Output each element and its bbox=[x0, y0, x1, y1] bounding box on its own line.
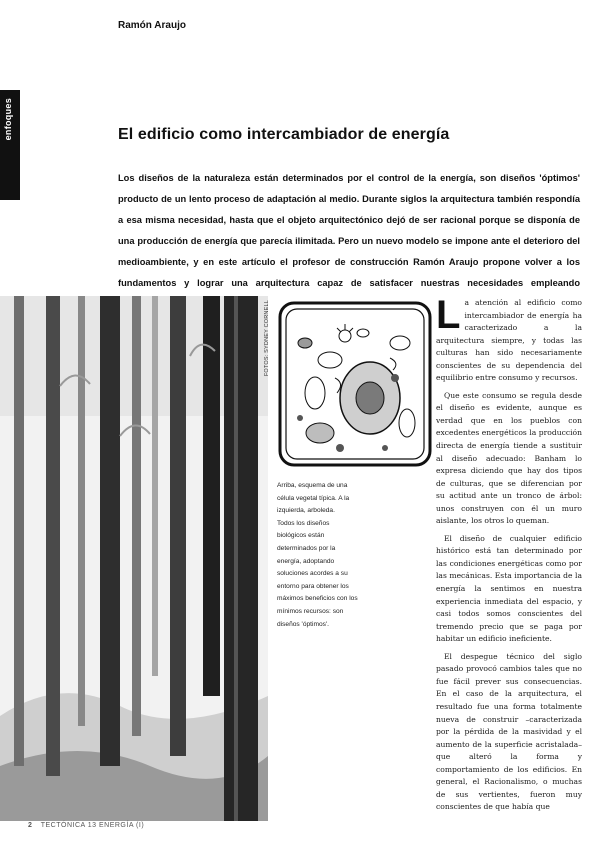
magazine-name: TECTÓNICA bbox=[40, 822, 86, 829]
body-paragraph: Que este consumo se regula desde el diseño es evidente, aunque es verdad que en los pueblos con excedentes energéticos la producción directa de energía tiende a sustituir al diseño adecuado: Banham lo expresa diciendo que hay dos tipos de culturas, que se diferencian por su actitud ante un tronco de árbol: unos construyen con él un muro aislante, los otros lo queman. bbox=[436, 390, 582, 526]
section-label: enfoques bbox=[3, 98, 13, 141]
article-title: El edificio como intercambiador de energía bbox=[118, 126, 450, 143]
page-footer bbox=[28, 822, 144, 829]
plant-cell-diagram bbox=[275, 298, 435, 470]
forest-photo bbox=[0, 296, 268, 821]
section-tab bbox=[0, 90, 20, 200]
body-paragraph: El diseño de cualquier edificio histórico está tan determinado por las condiciones energéticas como por las mecánicas. Esta importancia de la energía la sentimos en nuestra experiencia inmediata del espacio, y casi todos somos conscientes del tremendo precio que se paga por habitar un edificio ineficiente. bbox=[436, 533, 582, 644]
article-body bbox=[436, 293, 582, 819]
drop-cap: L bbox=[436, 293, 461, 337]
figure-caption bbox=[277, 480, 359, 631]
caption-line-1: Arriba, esquema de una célula vegetal típica. A la izquierda, arboleda. bbox=[277, 482, 350, 515]
caption-line-2: Todos los diseños biológicos están determinados por la energía, adoptando soluciones acordes a su entorno para obtener los máximos beneficios con los mínimos recursos: son diseños 'óptimos'. bbox=[277, 519, 358, 628]
body-paragraph: El despegue técnico del siglo pasado provocó cambios tales que no fue fácil prever sus consecuencias. En el caso de la arquitectura, el resultado fue una forma totalmente nueva de construir –caracterizada por la pérdida de la masividad y el aumento de la superficie acristalada– que alteró la forma y comportamiento de los edificios. En general, el Racionalismo, o muchas de sus vertientes, fueron muy conscientes de que había que bbox=[436, 651, 582, 812]
article-lead: Los diseños de la naturaleza están determinados por el control de la energía, son diseños 'óptimos' producto de un lento proceso de adaptación al medio. Durante siglos la arquitectura también respondía a esa misma necesidad, hasta que el objeto arquitectónico dejó de ser racional porque se disponía de una producción de energía que parecía ilimitada. Pero un nuevo modelo se impone ante el deterioro del medioambiente, y en este artículo el profesor de construcción Ramón Araujo propone volver a los fundamentos y lograr una arquitectura capaz de satisfacer nuestras necesidades empleando bbox=[118, 173, 580, 288]
issue-label: 13 ENERGÍA (I) bbox=[87, 822, 145, 829]
page-number: 2 bbox=[28, 822, 33, 829]
paragraph-text: a atención al edificio como intercambiador de energía ha caracterizado a la arquitectura siempre, y todas las culturas han sido necesariamente conscientes de su dependencia del equilibrio entre consumo y recursos. bbox=[436, 298, 582, 383]
plant-cell-drawing bbox=[275, 298, 435, 470]
forest-photo-drawing bbox=[0, 296, 268, 821]
author-name: Ramón Araujo bbox=[118, 20, 186, 31]
photo-credit: FOTOS: SYDNEY CORNELL bbox=[264, 300, 270, 377]
body-paragraph bbox=[436, 293, 582, 385]
